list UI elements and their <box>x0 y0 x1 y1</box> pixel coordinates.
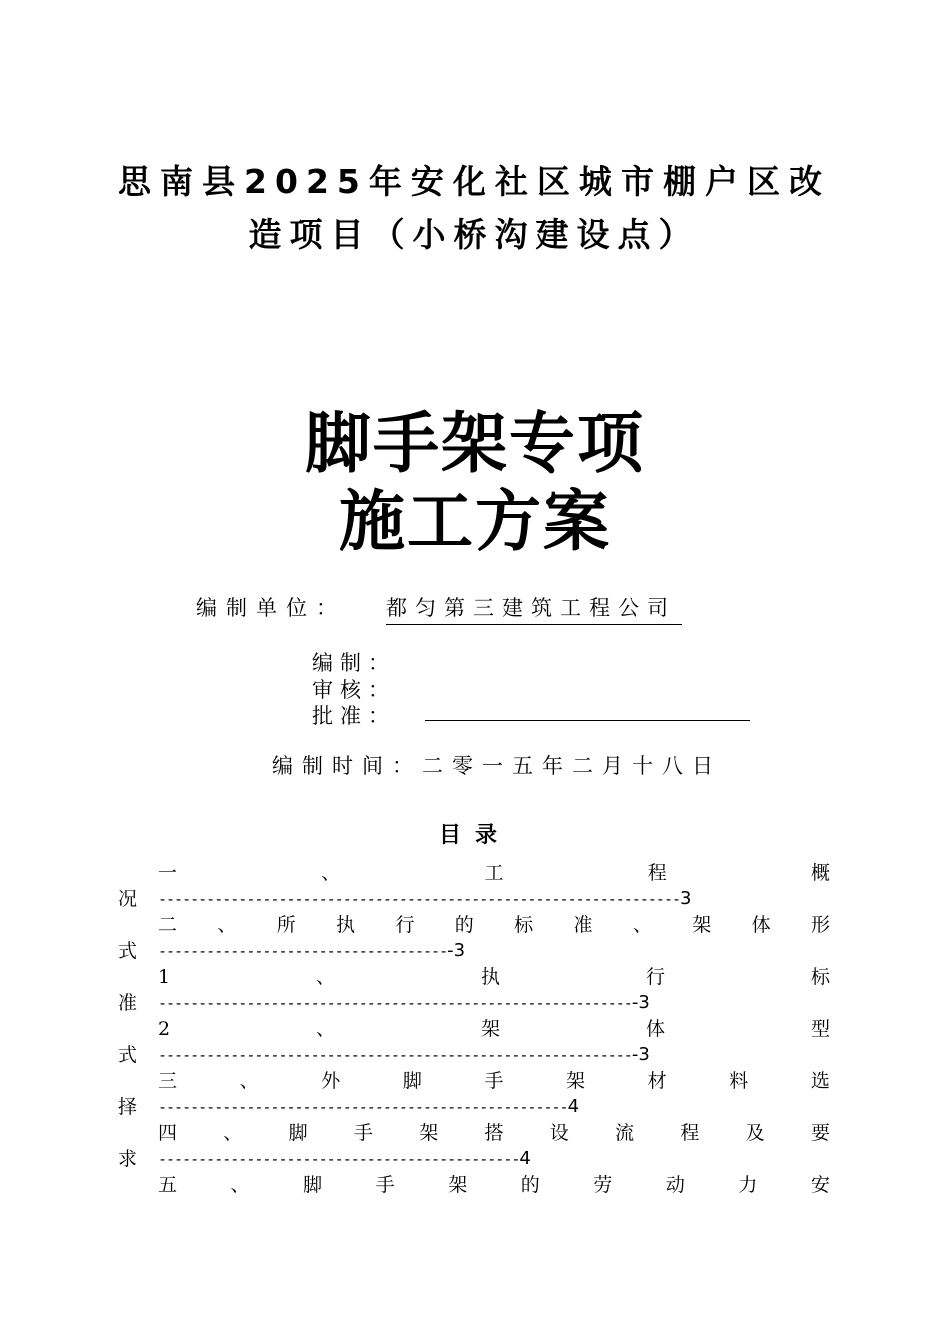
toc-heading-char: 、 <box>230 1174 250 1196</box>
main-title-line2: 施工方案 <box>339 482 611 560</box>
toc-heading-char: 、 <box>632 914 652 936</box>
toc-heading-char: 体 <box>751 914 771 936</box>
toc-heading-char: 、 <box>217 914 237 936</box>
toc-heading-char: 外 <box>321 1070 341 1092</box>
toc-dot-leader: ----------------------------------------------------------- <box>158 994 632 1012</box>
toc-heading-char: 、 <box>321 862 341 884</box>
toc-entry[interactable] <box>118 1068 830 1120</box>
toc-dot-leader: ----------------------------------------------------------------- <box>158 890 680 908</box>
toc-heading-char: 的 <box>454 914 474 936</box>
toc-heading-char: 1 <box>158 966 171 988</box>
toc-dot-leader: --------------------------------------------- <box>158 1150 520 1168</box>
toc-heading-char: 手 <box>375 1174 395 1196</box>
toc-heading-char: 架 <box>692 914 712 936</box>
toc-entry-leader <box>118 938 830 964</box>
toc-heading-char: 行 <box>395 914 415 936</box>
toc-heading-char: 架 <box>448 1174 468 1196</box>
toc-heading-char: 四 <box>158 1122 178 1144</box>
toc-heading-char: 设 <box>549 1122 569 1144</box>
toc-heading-char: 、 <box>223 1122 243 1144</box>
toc-heading-char: 料 <box>729 1070 749 1092</box>
toc-heading-last-char: 式 <box>118 940 138 962</box>
toc-entry-heading <box>118 912 830 938</box>
toc-heading-char: 程 <box>680 1122 700 1144</box>
toc-heading-char: 概 <box>810 862 830 884</box>
toc-heading-last-char: 况 <box>118 888 138 910</box>
toc-heading-char: 标 <box>810 966 830 988</box>
toc-heading-char: 一 <box>158 862 178 884</box>
toc-entry-heading <box>118 1172 830 1198</box>
toc-entry-leader <box>118 990 830 1016</box>
toc-heading-last-char: 式 <box>118 1044 138 1066</box>
toc-heading-char: 材 <box>647 1070 667 1092</box>
toc-entry-leader <box>118 1094 830 1120</box>
toc-heading-char: 力 <box>738 1174 758 1196</box>
toc-entry[interactable] <box>118 1016 830 1068</box>
toc-heading-char: 流 <box>615 1122 635 1144</box>
toc-heading-char: 脚 <box>402 1070 422 1092</box>
toc-heading-char: 工 <box>484 862 504 884</box>
toc-heading-char: 架 <box>481 1018 501 1040</box>
main-title-line1: 脚手架专项 <box>305 404 645 482</box>
toc-heading-char: 的 <box>520 1174 540 1196</box>
toc-heading-char: 要 <box>810 1122 830 1144</box>
table-of-contents <box>118 860 830 1198</box>
toc-entry[interactable] <box>118 964 830 1016</box>
toc-entry-heading <box>118 1068 830 1094</box>
toc-entry-heading <box>118 1120 830 1146</box>
toc-heading-char: 手 <box>353 1122 373 1144</box>
compiled-by-label: 编制： <box>312 651 396 675</box>
compile-unit-value: 都匀第三建筑工程公司 <box>386 592 682 625</box>
toc-heading-char: 、 <box>316 966 336 988</box>
toc-page-number: 4 <box>519 1148 531 1169</box>
toc-heading-char: 程 <box>647 862 667 884</box>
toc-page-number: 3 <box>680 888 692 909</box>
toc-heading-char: 、 <box>316 1018 336 1040</box>
toc-heading-char: 执 <box>336 914 356 936</box>
toc-entry-leader <box>118 886 830 912</box>
toc-heading-char: 形 <box>810 914 830 936</box>
toc-heading-char: 架 <box>566 1070 586 1092</box>
compile-date <box>272 750 722 780</box>
toc-page-number: -3 <box>447 940 466 961</box>
toc-entry-heading <box>118 860 830 886</box>
project-title: 思南县2025年安化社区城市棚户区改造项目（小桥沟建设点） <box>118 162 830 254</box>
toc-page-number: -3 <box>631 1044 650 1065</box>
toc-entry-heading <box>118 964 830 990</box>
toc-heading-char: 体 <box>645 1018 665 1040</box>
reviewed-by-label: 审核： <box>312 678 396 702</box>
toc-dot-leader: ----------------------------------------------------------- <box>158 1046 632 1064</box>
toc-heading-char: 选 <box>810 1070 830 1092</box>
toc-dot-leader: --------------------------------------------------- <box>158 1098 568 1116</box>
signature-line <box>425 720 750 721</box>
toc-heading-char: 劳 <box>593 1174 613 1196</box>
toc-title: 目录 <box>438 823 511 848</box>
toc-entry-leader <box>118 1042 830 1068</box>
toc-heading-char: 准 <box>573 914 593 936</box>
compile-date-value: 二零一五年二月十八日 <box>422 754 722 778</box>
compile-date-label: 编制时间： <box>272 754 422 778</box>
toc-entry[interactable] <box>118 1172 830 1198</box>
toc-heading-char: 脚 <box>288 1122 308 1144</box>
toc-heading-char: 行 <box>645 966 665 988</box>
toc-entry-heading <box>118 1016 830 1042</box>
toc-dot-leader: ------------------------------------ <box>158 942 448 960</box>
toc-heading-char: 动 <box>665 1174 685 1196</box>
toc-heading-char: 搭 <box>484 1122 504 1144</box>
toc-heading-last-char: 求 <box>118 1148 138 1170</box>
toc-entry-leader <box>118 1146 830 1172</box>
toc-heading-char: 五 <box>158 1174 178 1196</box>
toc-entry[interactable] <box>118 860 830 912</box>
toc-heading-char: 型 <box>810 1018 830 1040</box>
toc-heading-char: 所 <box>276 914 296 936</box>
toc-page-number: 4 <box>567 1096 580 1117</box>
toc-heading-char: 脚 <box>303 1174 323 1196</box>
compile-unit-label: 编制单位： <box>196 596 346 620</box>
toc-entry[interactable] <box>118 912 830 964</box>
toc-heading-char: 安 <box>810 1174 830 1196</box>
toc-heading-char: 架 <box>419 1122 439 1144</box>
toc-heading-char: 、 <box>239 1070 259 1092</box>
toc-heading-char: 执 <box>481 966 501 988</box>
toc-page-number: -3 <box>631 992 650 1013</box>
toc-heading-char: 2 <box>158 1018 171 1040</box>
toc-heading-char: 手 <box>484 1070 504 1092</box>
toc-entry[interactable] <box>118 1120 830 1172</box>
toc-heading-char: 及 <box>745 1122 765 1144</box>
toc-heading-last-char: 择 <box>118 1096 138 1118</box>
toc-heading-last-char: 准 <box>118 992 138 1014</box>
toc-heading-char: 二 <box>158 914 178 936</box>
approved-by-label: 批准： <box>312 704 396 728</box>
toc-heading-char: 标 <box>514 914 534 936</box>
toc-heading-char: 三 <box>158 1070 178 1092</box>
